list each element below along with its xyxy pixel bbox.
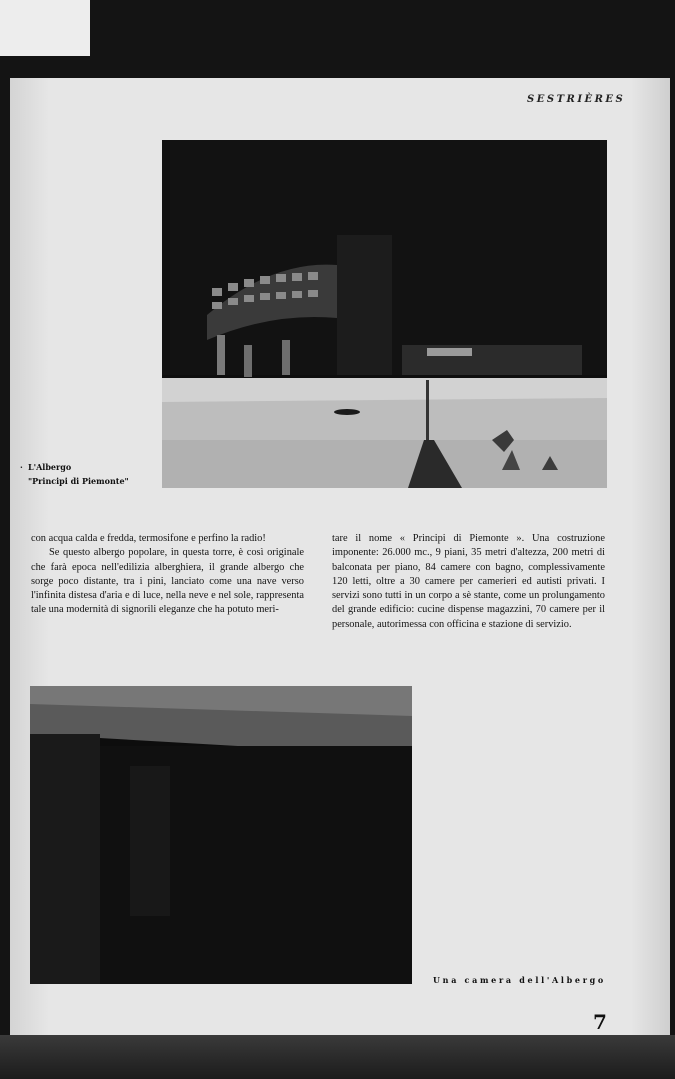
running-head: SESTRIÈRES xyxy=(527,94,626,105)
photo-caption-room: Una camera dell'Albergo xyxy=(433,975,606,985)
text-column-right xyxy=(332,532,605,632)
hotel-room-photo xyxy=(30,686,412,984)
paragraph: Se questo albergo popolare, in questa torre, è così originale che farà epoca nell'edilizia alberghiera, il grande albergo che sorge poco distante, tra i pini, lanciato come una nave verso l'infinita distesa d'aria e di luce, nella neve e nel sole, rappresenta tale una modernità di signorili eleganze che ha potuto meri- xyxy=(31,547,304,616)
photo-caption-hotel xyxy=(20,460,160,488)
page-number: 7 xyxy=(593,1010,607,1034)
caption-line-1: L'Albergo xyxy=(28,462,72,472)
hotel-exterior-photo xyxy=(162,140,607,488)
scan-edge-tab xyxy=(0,0,90,56)
text-column-left xyxy=(31,532,304,618)
caption-bullet: · xyxy=(20,462,23,472)
caption-line-2: "Principi di Piemonte" xyxy=(28,476,129,486)
paragraph: tare il nome « Principi di Piemonte ». Una costruzione imponente: 26.000 mc., 9 piani, 35 metri d'altezza, 200 metri di balconata per piano, 84 camere con bagno, complessivamente 120 letti, oltre a 30 camere per camerieri ed autisti privati. I servizi sono tutti in un corpo a sè stante, come un prolungamento del grande edificio: cucine dispense magazzini, 70 camere per il personale, autorimessa con officina e stazione di servizio. xyxy=(332,533,605,630)
scan-bottom-edge xyxy=(0,1035,675,1079)
paragraph: con acqua calda e fredda, termosifone e perfino la radio! xyxy=(31,533,266,544)
